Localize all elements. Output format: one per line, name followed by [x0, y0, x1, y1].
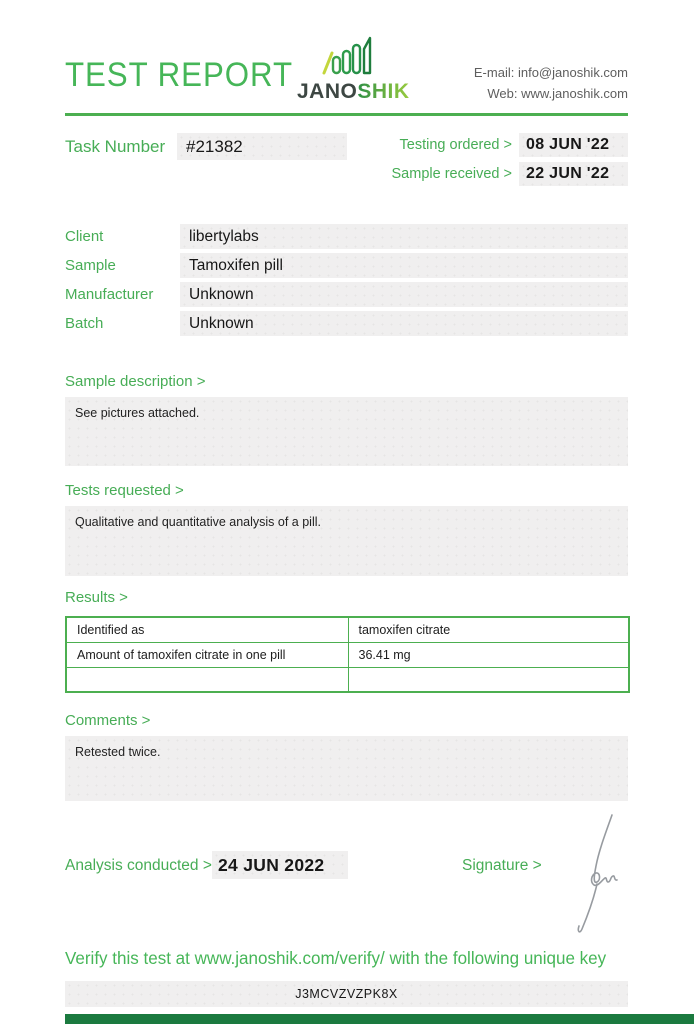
logo-shik: SHIK	[357, 80, 410, 103]
manufacturer-value: Unknown	[180, 282, 628, 307]
result-key-cell: Amount of tamoxifen citrate in one pill	[66, 642, 348, 667]
batch-label: Batch	[65, 315, 104, 332]
bar-chart-growth-icon	[317, 34, 377, 78]
task-number-label: Task Number	[65, 137, 166, 156]
verify-key: J3MCVZVZPK8X	[65, 981, 628, 1007]
header-divider	[65, 113, 628, 116]
result-value-cell: tamoxifen citrate	[348, 617, 629, 642]
logo-wordmark	[297, 80, 410, 104]
analysis-conducted-label: Analysis conducted >	[65, 857, 212, 874]
sample-received-label: Sample received >	[391, 166, 512, 182]
tests-requested-box: Qualitative and quantitative analysis of a pill.	[65, 506, 628, 576]
result-value-cell	[348, 667, 629, 692]
page-title: TEST REPORT	[65, 56, 293, 94]
testing-ordered-value: 08 JUN '22	[519, 133, 628, 157]
manufacturer-label: Manufacturer	[65, 286, 154, 303]
results-heading: Results >	[65, 589, 128, 606]
task-number-value: #21382	[177, 133, 347, 160]
logo-jano: JANO	[297, 80, 358, 103]
table-row	[66, 617, 629, 642]
batch-value: Unknown	[180, 311, 628, 336]
sample-value: Tamoxifen pill	[180, 253, 628, 278]
sample-received-value: 22 JUN '22	[519, 162, 628, 186]
contact-email-line	[474, 62, 628, 83]
tests-requested-heading: Tests requested >	[65, 482, 184, 499]
web-value: www.janoshik.com	[521, 86, 628, 101]
analysis-date-value: 24 JUN 2022	[212, 851, 348, 879]
result-key-cell	[66, 667, 348, 692]
sample-label: Sample	[65, 257, 116, 274]
comments-heading: Comments >	[65, 712, 151, 729]
contact-info	[474, 62, 628, 104]
comments-box: Retested twice.	[65, 736, 628, 801]
result-key-cell: Identified as	[66, 617, 348, 642]
signature-label: Signature >	[462, 857, 542, 874]
web-label: Web:	[487, 86, 518, 101]
sample-description-box: See pictures attached.	[65, 397, 628, 466]
result-value-cell: 36.41 mg	[348, 642, 629, 667]
email-value: info@janoshik.com	[517, 65, 628, 80]
footer-green-bar	[65, 1014, 694, 1024]
client-label: Client	[65, 228, 104, 245]
client-value: libertylabs	[180, 224, 628, 249]
email-label: E-mail:	[473, 65, 515, 80]
table-row	[66, 642, 629, 667]
handwritten-signature	[553, 810, 625, 938]
sample-description-heading: Sample description >	[65, 373, 206, 390]
table-row	[66, 667, 629, 692]
results-table	[65, 616, 630, 693]
janoshik-logo	[297, 34, 410, 104]
contact-web-line	[474, 83, 628, 104]
testing-ordered-label: Testing ordered >	[399, 137, 512, 153]
verify-instruction: Verify this test at www.janoshik.com/verify/ with the following unique key	[65, 948, 607, 968]
